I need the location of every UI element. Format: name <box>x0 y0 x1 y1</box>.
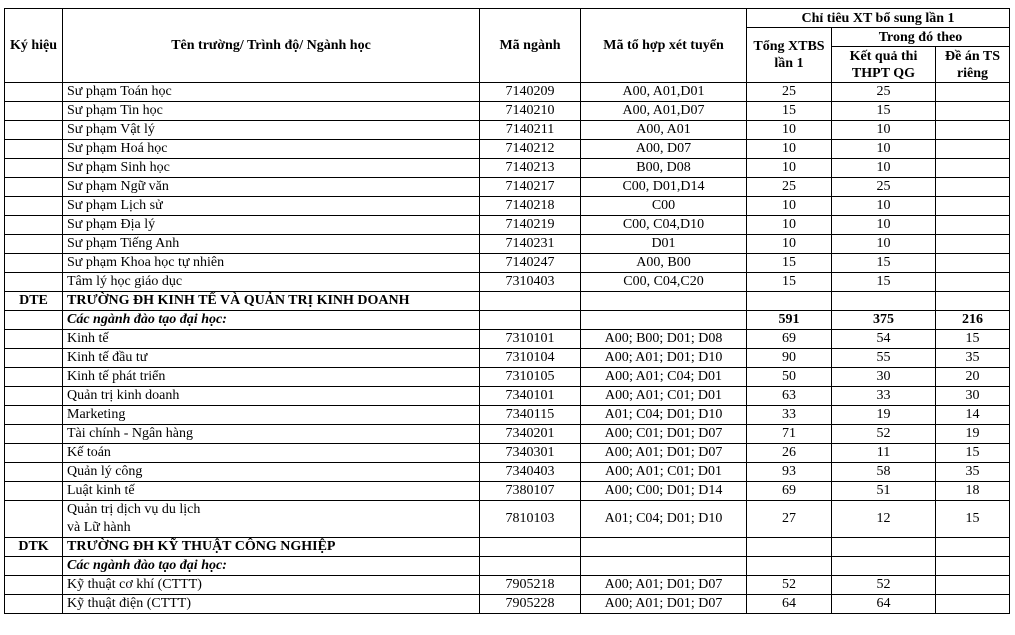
program-name: Kinh tế phát triển <box>63 368 480 387</box>
program-code: 7140210 <box>480 102 581 121</box>
program-combo: B00, D08 <box>581 159 747 178</box>
ky-hieu-cell <box>5 197 63 216</box>
subheader-row <box>5 557 1010 576</box>
program-combo: A00; A01; C01; D01 <box>581 387 747 406</box>
program-combo: A00; C00; D01; D14 <box>581 482 747 501</box>
program-name: Sư phạm Toán học <box>63 83 480 102</box>
ky-hieu-cell <box>5 178 63 197</box>
table-row <box>5 576 1010 595</box>
program-name: Sư phạm Khoa học tự nhiên <box>63 254 480 273</box>
program-rieng <box>936 254 1010 273</box>
program-code: 7140218 <box>480 197 581 216</box>
program-thpt: 30 <box>832 368 936 387</box>
program-rieng: 15 <box>936 501 1010 538</box>
program-total: 64 <box>747 595 832 614</box>
table-row <box>5 197 1010 216</box>
program-code: 7905228 <box>480 595 581 614</box>
table-row <box>5 178 1010 197</box>
dte-rows <box>5 330 1010 501</box>
table-row <box>5 102 1010 121</box>
school-title: TRƯỜNG ĐH KINH TẾ VÀ QUẢN TRỊ KINH DOANH <box>63 292 480 311</box>
program-name: Kế toán <box>63 444 480 463</box>
table-row <box>5 444 1010 463</box>
program-rieng: 35 <box>936 349 1010 368</box>
program-rieng <box>936 159 1010 178</box>
subheader-label: Các ngành đào tạo đại học: <box>63 311 480 330</box>
program-thpt: 55 <box>832 349 936 368</box>
table-row <box>5 235 1010 254</box>
program-code: 7310403 <box>480 273 581 292</box>
program-rieng <box>936 178 1010 197</box>
program-code: 7140209 <box>480 83 581 102</box>
section-su-pham <box>5 83 1010 292</box>
program-rieng <box>936 235 1010 254</box>
program-name: Sư phạm Ngữ văn <box>63 178 480 197</box>
program-combo: A00; C01; D01; D07 <box>581 425 747 444</box>
program-total: 25 <box>747 83 832 102</box>
ky-hieu-cell <box>5 159 63 178</box>
program-total: 10 <box>747 197 832 216</box>
program-code: 7340115 <box>480 406 581 425</box>
program-total: 15 <box>747 273 832 292</box>
table-row <box>5 387 1010 406</box>
program-thpt: 10 <box>832 140 936 159</box>
program-combo: C00, D01,D14 <box>581 178 747 197</box>
ky-hieu-cell <box>5 83 63 102</box>
program-total: 52 <box>747 576 832 595</box>
program-total: 33 <box>747 406 832 425</box>
section-dte <box>5 292 1010 330</box>
program-total: 69 <box>747 482 832 501</box>
program-combo: A00; A01; D01; D07 <box>581 444 747 463</box>
program-code: 7905218 <box>480 576 581 595</box>
table-row <box>5 349 1010 368</box>
ky-hieu-cell <box>5 273 63 292</box>
program-rieng <box>936 83 1010 102</box>
program-code: 7140213 <box>480 159 581 178</box>
program-code: 7340301 <box>480 444 581 463</box>
program-code: 7140217 <box>480 178 581 197</box>
subheader-row <box>5 311 1010 330</box>
section-dtk <box>5 538 1010 576</box>
ky-hieu-cell <box>5 444 63 463</box>
program-rieng <box>936 273 1010 292</box>
program-name: Sư phạm Tiếng Anh <box>63 235 480 254</box>
program-rieng <box>936 576 1010 595</box>
program-thpt: 25 <box>832 83 936 102</box>
program-thpt: 11 <box>832 444 936 463</box>
program-total: 90 <box>747 349 832 368</box>
program-total: 10 <box>747 159 832 178</box>
table-row <box>5 501 1010 538</box>
program-name: Sư phạm Tin học <box>63 102 480 121</box>
program-name: Kinh tế đầu tư <box>63 349 480 368</box>
subtotal-total: 591 <box>747 311 832 330</box>
program-combo: A00, A01,D01 <box>581 83 747 102</box>
program-total: 25 <box>747 178 832 197</box>
school-title: TRƯỜNG ĐH KỸ THUẬT CÔNG NGHIỆP <box>63 538 480 557</box>
program-thpt: 52 <box>832 576 936 595</box>
program-rieng: 30 <box>936 387 1010 406</box>
program-total: 10 <box>747 216 832 235</box>
program-combo: C00 <box>581 197 747 216</box>
ky-hieu-cell <box>5 595 63 614</box>
program-name: Kỹ thuật điện (CTTT) <box>63 595 480 614</box>
program-name: Sư phạm Hoá học <box>63 140 480 159</box>
subtotal-rieng: 216 <box>936 311 1010 330</box>
program-combo: A00; A01; D01; D07 <box>581 595 747 614</box>
program-rieng: 18 <box>936 482 1010 501</box>
table-row <box>5 406 1010 425</box>
program-rieng <box>936 197 1010 216</box>
ky-hieu-cell <box>5 368 63 387</box>
program-name: Quản lý công <box>63 463 480 482</box>
table-row <box>5 83 1010 102</box>
ky-hieu-cell <box>5 216 63 235</box>
header-tong: Tổng XTBS lần 1 <box>747 28 832 83</box>
school-code: DTK <box>5 538 63 557</box>
table-row <box>5 595 1010 614</box>
table-row <box>5 216 1010 235</box>
program-name: Sư phạm Địa lý <box>63 216 480 235</box>
program-combo: C00, C04,C20 <box>581 273 747 292</box>
ky-hieu-cell <box>5 463 63 482</box>
program-code: 7380107 <box>480 482 581 501</box>
header-ma-to-hop: Mã tổ hợp xét tuyển <box>581 9 747 83</box>
ky-hieu-cell <box>5 140 63 159</box>
header-ket-qua: Kết quả thi THPT QG <box>832 47 936 83</box>
header-chi-tieu: Chỉ tiêu XT bổ sung lần 1 <box>747 9 1010 28</box>
program-thpt: 12 <box>832 501 936 538</box>
program-name: Tài chính - Ngân hàng <box>63 425 480 444</box>
program-code: 7140212 <box>480 140 581 159</box>
program-name: Tâm lý học giáo dục <box>63 273 480 292</box>
program-code: 7310101 <box>480 330 581 349</box>
program-code: 7810103 <box>480 501 581 538</box>
table-row <box>5 273 1010 292</box>
table-row <box>5 368 1010 387</box>
table-row <box>5 121 1010 140</box>
program-total: 15 <box>747 254 832 273</box>
program-name: Sư phạm Sinh học <box>63 159 480 178</box>
program-thpt: 19 <box>832 406 936 425</box>
ky-hieu-cell <box>5 482 63 501</box>
program-code: 7340403 <box>480 463 581 482</box>
ky-hieu-cell <box>5 425 63 444</box>
program-code: 7310105 <box>480 368 581 387</box>
program-thpt: 33 <box>832 387 936 406</box>
table-row <box>5 463 1010 482</box>
program-thpt: 51 <box>832 482 936 501</box>
program-combo: A00; A01; C01; D01 <box>581 463 747 482</box>
subtotal-thpt: 375 <box>832 311 936 330</box>
program-thpt: 52 <box>832 425 936 444</box>
program-combo: A01; C04; D01; D10 <box>581 406 747 425</box>
table-row <box>5 482 1010 501</box>
table-row <box>5 330 1010 349</box>
program-code: 7140219 <box>480 216 581 235</box>
school-code: DTE <box>5 292 63 311</box>
ky-hieu-cell <box>5 235 63 254</box>
program-code: 7310104 <box>480 349 581 368</box>
program-thpt: 10 <box>832 159 936 178</box>
program-combo: C00, C04,D10 <box>581 216 747 235</box>
header-ma-nganh: Mã ngành <box>480 9 581 83</box>
school-row-dtk <box>5 538 1010 557</box>
program-total: 10 <box>747 121 832 140</box>
program-name: Quản trị dịch vụ du lịch và Lữ hành <box>63 501 480 538</box>
subheader-label: Các ngành đào tạo đại học: <box>63 557 480 576</box>
ky-hieu-cell <box>5 102 63 121</box>
program-thpt: 10 <box>832 121 936 140</box>
program-name: Marketing <box>63 406 480 425</box>
program-name: Sư phạm Vật lý <box>63 121 480 140</box>
dtk-rows <box>5 576 1010 614</box>
program-thpt: 15 <box>832 273 936 292</box>
program-rieng: 20 <box>936 368 1010 387</box>
ky-hieu-cell <box>5 576 63 595</box>
ky-hieu-cell <box>5 349 63 368</box>
school-row-dte <box>5 292 1010 311</box>
program-combo: A00; A01; C04; D01 <box>581 368 747 387</box>
program-rieng <box>936 595 1010 614</box>
program-total: 69 <box>747 330 832 349</box>
program-thpt: 10 <box>832 197 936 216</box>
program-name: Quản trị kinh doanh <box>63 387 480 406</box>
program-total: 10 <box>747 140 832 159</box>
program-rieng: 14 <box>936 406 1010 425</box>
header-de-an: Đề án TS riêng <box>936 47 1010 83</box>
dte-last <box>5 501 1010 538</box>
program-total: 63 <box>747 387 832 406</box>
program-combo: D01 <box>581 235 747 254</box>
ky-hieu-cell <box>5 387 63 406</box>
program-combo: A00, A01,D07 <box>581 102 747 121</box>
header-ky-hieu: Ký hiệu <box>5 9 63 83</box>
program-code: 7140231 <box>480 235 581 254</box>
program-total: 71 <box>747 425 832 444</box>
program-name: Kỹ thuật cơ khí (CTTT) <box>63 576 480 595</box>
ky-hieu-cell <box>5 406 63 425</box>
program-total: 50 <box>747 368 832 387</box>
program-code: 7140247 <box>480 254 581 273</box>
program-combo: A00, B00 <box>581 254 747 273</box>
program-rieng <box>936 140 1010 159</box>
table-row <box>5 140 1010 159</box>
program-code: 7340101 <box>480 387 581 406</box>
program-total: 26 <box>747 444 832 463</box>
program-rieng <box>936 216 1010 235</box>
program-thpt: 58 <box>832 463 936 482</box>
ky-hieu-cell <box>5 121 63 140</box>
program-code: 7140211 <box>480 121 581 140</box>
program-combo: A01; C04; D01; D10 <box>581 501 747 538</box>
program-total: 10 <box>747 235 832 254</box>
program-combo: A00, D07 <box>581 140 747 159</box>
program-total: 93 <box>747 463 832 482</box>
program-name: Sư phạm Lịch sử <box>63 197 480 216</box>
program-combo: A00, A01 <box>581 121 747 140</box>
program-rieng <box>936 102 1010 121</box>
table-row <box>5 425 1010 444</box>
program-rieng: 15 <box>936 330 1010 349</box>
program-code: 7340201 <box>480 425 581 444</box>
program-combo: A00; A01; D01; D10 <box>581 349 747 368</box>
program-combo: A00; B00; D01; D08 <box>581 330 747 349</box>
program-thpt: 10 <box>832 235 936 254</box>
program-name: Luật kinh tế <box>63 482 480 501</box>
program-thpt: 64 <box>832 595 936 614</box>
table-header <box>5 9 1010 83</box>
header-trong-do: Trong đó theo <box>832 28 1010 47</box>
ky-hieu-cell <box>5 330 63 349</box>
program-rieng: 19 <box>936 425 1010 444</box>
header-ten-truong: Tên trường/ Trình độ/ Ngành học <box>63 9 480 83</box>
program-rieng: 15 <box>936 444 1010 463</box>
program-combo: A00; A01; D01; D07 <box>581 576 747 595</box>
program-rieng: 35 <box>936 463 1010 482</box>
program-thpt: 54 <box>832 330 936 349</box>
table-row <box>5 254 1010 273</box>
program-thpt: 15 <box>832 254 936 273</box>
table-row <box>5 159 1010 178</box>
ky-hieu-cell <box>5 254 63 273</box>
program-total: 27 <box>747 501 832 538</box>
program-thpt: 15 <box>832 102 936 121</box>
program-thpt: 25 <box>832 178 936 197</box>
admissions-table <box>4 8 1010 614</box>
program-thpt: 10 <box>832 216 936 235</box>
program-name: Kinh tế <box>63 330 480 349</box>
program-rieng <box>936 121 1010 140</box>
program-total: 15 <box>747 102 832 121</box>
